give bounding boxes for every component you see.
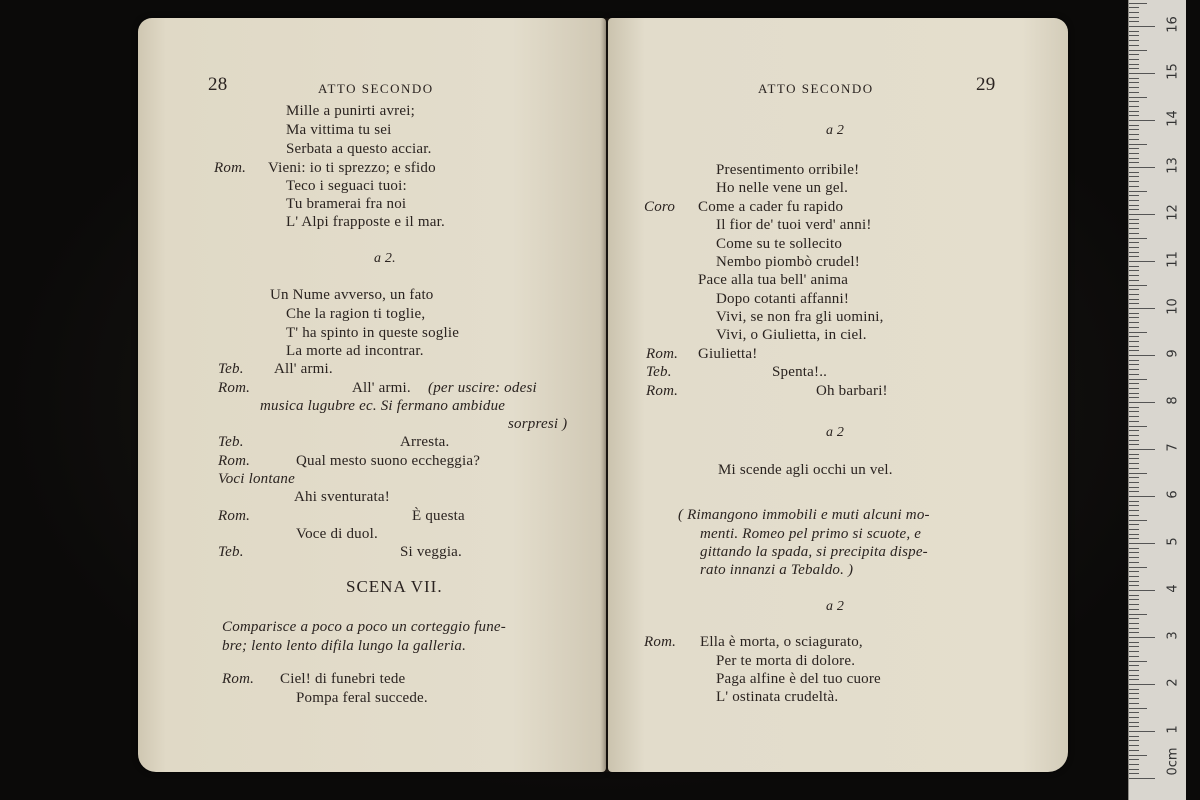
ruler-tick — [1129, 106, 1139, 107]
scene-title: SCENA VII. — [346, 577, 443, 596]
verse-line: L' ostinata crudeltà. — [716, 689, 839, 705]
ruler-tick — [1129, 139, 1139, 140]
speaker-label: Rom. — [218, 508, 251, 524]
ruler-tick — [1129, 73, 1155, 74]
verse-line: Teco i seguaci tuoi: — [286, 178, 407, 194]
ruler-tick — [1129, 529, 1139, 530]
speaker-label: Coro — [644, 199, 676, 215]
ruler-number: 6 — [1165, 490, 1181, 499]
verse-line: Giulietta! — [698, 346, 758, 362]
ruler-tick — [1129, 294, 1139, 295]
ruler-tick — [1129, 219, 1139, 220]
ruler-tick — [1129, 407, 1139, 408]
ruler-tick — [1129, 543, 1155, 544]
ruler-tick — [1129, 759, 1139, 760]
stage-direction: sorpresi ) — [508, 416, 568, 432]
ruler-tick — [1129, 599, 1139, 600]
ruler-tick — [1129, 285, 1147, 286]
ruler-tick — [1129, 82, 1139, 83]
ruler-tick — [1129, 209, 1139, 210]
ruler-number: 9 — [1165, 349, 1181, 358]
ruler-tick — [1129, 520, 1147, 521]
ruler-tick — [1129, 186, 1139, 187]
ruler-number: 0cm — [1165, 747, 1181, 776]
ruler-tick — [1129, 167, 1155, 168]
speaker-label: Rom. — [222, 671, 255, 687]
ruler-tick — [1129, 228, 1139, 229]
ruler-tick — [1129, 590, 1155, 591]
ruler-tick — [1129, 148, 1139, 149]
verse-line: Ella è morta, o sciagurato, — [700, 634, 863, 650]
ruler-tick — [1129, 402, 1155, 403]
ruler-edge — [1186, 0, 1200, 800]
verse-line: All' armi. — [352, 380, 411, 396]
ruler-tick — [1129, 64, 1139, 65]
ruler-tick — [1129, 266, 1139, 267]
a2-marker: a 2. — [374, 251, 396, 266]
ruler-tick — [1129, 646, 1139, 647]
speaker-label: Rom. — [214, 160, 247, 176]
ruler-tick — [1129, 289, 1139, 290]
ruler-tick — [1129, 176, 1139, 177]
stage-direction: bre; lento lento difila lungo la galleria. — [222, 638, 467, 654]
speaker-label: Rom. — [644, 634, 677, 650]
verse-line: Un Nume avverso, un fato — [270, 287, 434, 303]
ruler-number: 10 — [1165, 298, 1181, 315]
ruler-tick — [1129, 327, 1139, 328]
ruler-tick — [1129, 238, 1147, 239]
verse-line: Paga alfine è del tuo cuore — [716, 671, 881, 687]
verse-line: All' armi. — [274, 361, 333, 377]
ruler-tick — [1129, 26, 1155, 27]
ruler-tick — [1129, 731, 1155, 732]
ruler-tick — [1129, 3, 1147, 4]
ruler-tick — [1129, 548, 1139, 549]
ruler-tick — [1129, 214, 1155, 215]
ruler-tick — [1129, 50, 1147, 51]
ruler-tick — [1129, 750, 1139, 751]
stage-direction: Comparisce a poco a poco un corteggio fune- — [222, 619, 506, 635]
verse-line: T' ha spinto in queste soglie — [286, 325, 460, 341]
ruler-tick — [1129, 364, 1139, 365]
ruler-number: 14 — [1165, 110, 1181, 127]
verse-line: Spenta!.. — [772, 364, 828, 380]
ruler-tick — [1129, 614, 1147, 615]
ruler-tick — [1129, 665, 1139, 666]
ruler-tick — [1129, 374, 1139, 375]
a2-marker: a 2 — [826, 425, 845, 440]
ruler-tick — [1129, 252, 1139, 253]
ruler-tick — [1129, 153, 1139, 154]
ruler-tick — [1129, 595, 1139, 596]
ruler-tick — [1129, 129, 1139, 130]
verse-line: L' Alpi frapposte e il mar. — [286, 214, 445, 230]
ruler-tick — [1129, 703, 1139, 704]
ruler-tick — [1129, 773, 1139, 774]
ruler-tick — [1129, 125, 1139, 126]
stage-direction: musica lugubre ec. Si fermano ambidue — [260, 398, 506, 414]
ruler-tick — [1129, 346, 1139, 347]
verse-line: La morte ad incontrar. — [286, 343, 424, 359]
page-number: 29 — [976, 74, 996, 95]
ruler-tick — [1129, 308, 1155, 309]
ruler-tick — [1129, 195, 1139, 196]
ruler-tick — [1129, 78, 1139, 79]
ruler-number: 12 — [1165, 204, 1181, 221]
ruler-tick — [1129, 421, 1139, 422]
ruler-tick — [1129, 482, 1139, 483]
ruler-number: 15 — [1165, 63, 1181, 80]
ruler-tick — [1129, 87, 1139, 88]
ruler-tick — [1129, 717, 1139, 718]
ruler-tick — [1129, 764, 1139, 765]
a2-marker: a 2 — [826, 599, 845, 614]
ruler-tick — [1129, 115, 1139, 116]
ruler-tick — [1129, 510, 1139, 511]
ruler-number: 1 — [1165, 725, 1181, 734]
ruler-tick — [1129, 191, 1147, 192]
ruler-tick — [1129, 35, 1139, 36]
verse-line: Si veggia. — [400, 544, 462, 560]
ruler-tick — [1129, 571, 1139, 572]
ruler-number: 11 — [1165, 251, 1181, 268]
ruler-tick — [1129, 54, 1139, 55]
ruler-tick — [1129, 679, 1139, 680]
ruler-tick — [1129, 12, 1139, 13]
verse-line: Il fior de' tuoi verd' anni! — [716, 217, 872, 233]
stage-direction: rato innanzi a Tebaldo. ) — [700, 562, 854, 578]
ruler-tick — [1129, 712, 1139, 713]
ruler-number: 8 — [1165, 396, 1181, 405]
ruler-tick — [1129, 158, 1139, 159]
ruler-tick — [1129, 623, 1139, 624]
measurement-ruler — [1128, 0, 1187, 800]
ruler-tick — [1129, 661, 1147, 662]
right-page — [608, 18, 1068, 772]
ruler-tick — [1129, 736, 1139, 737]
ruler-tick — [1129, 223, 1139, 224]
ruler-tick — [1129, 242, 1139, 243]
ruler-tick — [1129, 256, 1139, 257]
ruler-tick — [1129, 379, 1147, 380]
speaker-label: Rom. — [646, 383, 679, 399]
ruler-tick — [1129, 778, 1155, 779]
verse-line: Per te morta di dolore. — [716, 653, 856, 669]
ruler-tick — [1129, 360, 1139, 361]
a2-marker: a 2 — [826, 123, 845, 138]
verse-line: Mi scende agli occhi un vel. — [718, 462, 893, 478]
ruler-tick — [1129, 538, 1139, 539]
ruler-tick — [1129, 411, 1139, 412]
ruler-tick — [1129, 656, 1139, 657]
ruler-tick — [1129, 444, 1139, 445]
ruler-tick — [1129, 454, 1139, 455]
verse-line: Vivi, o Giulietta, in ciel. — [716, 327, 867, 343]
ruler-tick — [1129, 755, 1147, 756]
ruler-tick — [1129, 172, 1139, 173]
ruler-tick — [1129, 487, 1139, 488]
ruler-tick — [1129, 567, 1147, 568]
verse-line: Che la ragion ti toglie, — [286, 306, 426, 322]
stage-direction: gittando la spada, si precipita dispe- — [700, 544, 928, 560]
ruler-number: 2 — [1165, 678, 1181, 687]
verse-line: Mille a punirti avrei; — [286, 103, 415, 119]
ruler-tick — [1129, 45, 1139, 46]
ruler-tick — [1129, 92, 1139, 93]
ruler-tick — [1129, 303, 1139, 304]
ruler-tick — [1129, 261, 1155, 262]
ruler-tick — [1129, 585, 1139, 586]
ruler-tick — [1129, 7, 1139, 8]
stage-direction: menti. Romeo pel primo si scuote, e — [700, 526, 922, 542]
ruler-tick — [1129, 618, 1139, 619]
ruler-tick — [1129, 313, 1139, 314]
ruler-tick — [1129, 458, 1139, 459]
ruler-tick — [1129, 632, 1139, 633]
ruler-tick — [1129, 97, 1147, 98]
ruler-tick — [1129, 745, 1139, 746]
ruler-tick — [1129, 120, 1155, 121]
speaker-label: Teb. — [218, 434, 244, 450]
ruler-tick — [1129, 68, 1139, 69]
verse-line: Voce di duol. — [296, 526, 378, 542]
ruler-tick — [1129, 181, 1139, 182]
ruler-tick — [1129, 557, 1139, 558]
verse-line: Pace alla tua bell' anima — [698, 272, 849, 288]
ruler-tick — [1129, 651, 1139, 652]
stage-direction: (per uscire: odesi — [428, 380, 537, 396]
ruler-tick — [1129, 722, 1139, 723]
ruler-tick — [1129, 675, 1139, 676]
ruler-tick — [1129, 501, 1139, 502]
verse-line: Dopo cotanti affanni! — [716, 291, 850, 307]
ruler-tick — [1129, 440, 1139, 441]
ruler-tick — [1129, 59, 1139, 60]
speaker-label: Teb. — [218, 544, 244, 560]
ruler-tick — [1129, 435, 1139, 436]
verse-line: Presentimento orribile! — [716, 162, 860, 178]
speaker-label: Voci lontane — [218, 471, 295, 487]
ruler-tick — [1129, 134, 1139, 135]
speaker-label: Teb. — [218, 361, 244, 377]
speaker-label: Teb. — [646, 364, 672, 380]
ruler-tick — [1129, 726, 1139, 727]
ruler-tick — [1129, 317, 1139, 318]
verse-line: Ho nelle vene un gel. — [716, 180, 849, 196]
ruler-tick — [1129, 280, 1139, 281]
speaker-label: Rom. — [218, 380, 251, 396]
ruler-tick — [1129, 581, 1139, 582]
ruler-tick — [1129, 769, 1139, 770]
ruler-tick — [1129, 40, 1139, 41]
ruler-tick — [1129, 473, 1147, 474]
ruler-tick — [1129, 426, 1147, 427]
speaker-label: Rom. — [646, 346, 679, 362]
ruler-tick — [1129, 708, 1147, 709]
verse-line: Oh barbari! — [816, 383, 888, 399]
ruler-tick — [1129, 505, 1139, 506]
ruler-number: 3 — [1165, 631, 1181, 640]
ruler-tick — [1129, 468, 1139, 469]
verse-line: Tu bramerai fra noi — [286, 196, 407, 212]
verse-line: Ahi sventurata! — [294, 489, 390, 505]
verse-line: Vivi, se non fra gli uomini, — [716, 309, 884, 325]
ruler-tick — [1129, 670, 1139, 671]
ruler-tick — [1129, 336, 1139, 337]
verse-line: Ciel! di funebri tede — [280, 671, 406, 687]
ruler-tick — [1129, 524, 1139, 525]
verse-line: È questa — [412, 508, 465, 524]
ruler-number: 5 — [1165, 537, 1181, 546]
ruler-tick — [1129, 369, 1139, 370]
ruler-tick — [1129, 684, 1155, 685]
page-number: 28 — [208, 74, 228, 95]
ruler-number: 4 — [1165, 584, 1181, 593]
verse-line: Come su te sollecito — [716, 236, 843, 252]
ruler-number: 13 — [1165, 157, 1181, 174]
ruler-tick — [1129, 628, 1139, 629]
ruler-tick — [1129, 21, 1139, 22]
ruler-number: 7 — [1165, 443, 1181, 452]
ruler-tick — [1129, 200, 1139, 201]
verse-line: Nembo piombò crudel! — [716, 254, 860, 270]
left-page — [138, 18, 606, 772]
ruler-tick — [1129, 397, 1139, 398]
ruler-tick — [1129, 299, 1139, 300]
ruler-tick — [1129, 205, 1139, 206]
ruler-tick — [1129, 552, 1139, 553]
ruler-tick — [1129, 515, 1139, 516]
ruler-tick — [1129, 642, 1139, 643]
ruler-tick — [1129, 111, 1139, 112]
ruler-tick — [1129, 430, 1139, 431]
page-header: ATTO SECONDO — [318, 81, 434, 96]
ruler-tick — [1129, 388, 1139, 389]
ruler-tick — [1129, 693, 1139, 694]
ruler-tick — [1129, 609, 1139, 610]
ruler-tick — [1129, 534, 1139, 535]
ruler-tick — [1129, 332, 1147, 333]
ruler-tick — [1129, 383, 1139, 384]
ruler-tick — [1129, 416, 1139, 417]
ruler-tick — [1129, 576, 1139, 577]
ruler-tick — [1129, 31, 1139, 32]
ruler-tick — [1129, 275, 1139, 276]
ruler-tick — [1129, 698, 1139, 699]
ruler-tick — [1129, 355, 1155, 356]
ruler-tick — [1129, 247, 1139, 248]
verse-line: Qual mesto suono eccheggia? — [296, 453, 481, 469]
ruler-tick — [1129, 637, 1155, 638]
stage-direction: ( Rimangono immobili e muti alcuni mo- — [678, 507, 930, 523]
verse-line: Arresta. — [400, 434, 450, 450]
ruler-tick — [1129, 496, 1155, 497]
ruler-tick — [1129, 233, 1139, 234]
ruler-tick — [1129, 491, 1139, 492]
open-booklet — [138, 18, 1078, 778]
ruler-tick — [1129, 463, 1139, 464]
ruler-tick — [1129, 17, 1139, 18]
ruler-tick — [1129, 270, 1139, 271]
ruler-tick — [1129, 477, 1139, 478]
ruler-number: 16 — [1165, 16, 1181, 33]
ruler-tick — [1129, 562, 1139, 563]
ruler-tick — [1129, 449, 1155, 450]
ruler-tick — [1129, 101, 1139, 102]
verse-line: Come a cader fu rapido — [698, 199, 844, 215]
page-header: ATTO SECONDO — [758, 81, 874, 96]
verse-line: Ma vittima tu sei — [286, 122, 392, 138]
verse-line: Serbata a questo acciar. — [286, 141, 432, 157]
ruler-tick — [1129, 604, 1139, 605]
verse-line: Vieni: io ti sprezzo; e sfido — [268, 160, 436, 176]
ruler-tick — [1129, 322, 1139, 323]
verse-line: Pompa feral succede. — [296, 690, 428, 706]
ruler-tick — [1129, 162, 1139, 163]
ruler-tick — [1129, 740, 1139, 741]
ruler-tick — [1129, 689, 1139, 690]
ruler-tick — [1129, 350, 1139, 351]
ruler-tick — [1129, 393, 1139, 394]
ruler-tick — [1129, 341, 1139, 342]
ruler-tick — [1129, 144, 1147, 145]
speaker-label: Rom. — [218, 453, 251, 469]
